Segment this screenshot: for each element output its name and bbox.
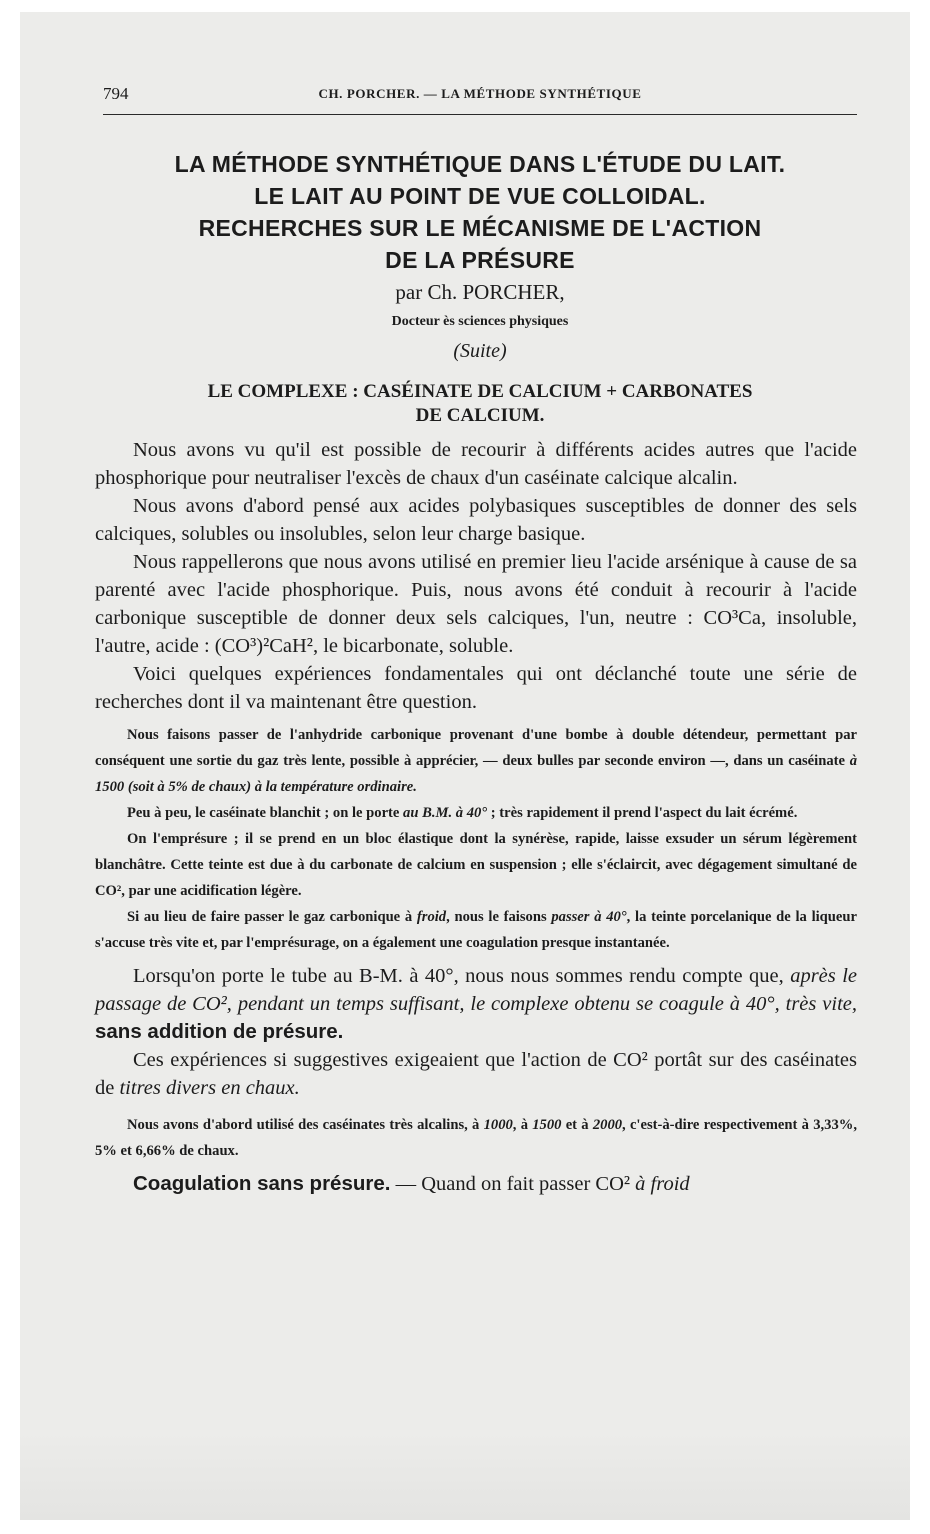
page-number: 794 [103, 84, 129, 103]
section-heading [100, 380, 860, 428]
italic-run: à 1500 (soit à 5% de chaux) à la température ordinaire. [95, 753, 857, 795]
section-heading-line: LE COMPLEXE : CASÉINATE DE CALCIUM + CARBONATES [207, 381, 753, 402]
experiment-paragraph [95, 722, 857, 800]
text-run: et à [561, 1117, 593, 1133]
body-paragraph: Nous avons d'abord pensé aux acides polybasiques susceptibles de donner des sels calciques, solubles ou insolubles, selon leur charge basique. [95, 495, 857, 545]
text-run: Ces expériences si suggestives exigeaient que l'action de CO² portât sur des caséinates de [95, 1049, 857, 1099]
text-run: Peu à peu, le caséinate blanchit ; on le porte [127, 805, 404, 821]
experiment-paragraph [95, 800, 857, 826]
title-line: LA MÉTHODE SYNTHÉTIQUE DANS L'ÉTUDE DU LAIT. [174, 151, 786, 177]
header-rule [103, 114, 857, 115]
text-run: , nous le faisons [446, 909, 552, 925]
text-run: , à [512, 1117, 533, 1133]
text-run: , la teinte porcelanique de la liqueur s'accuse très vite et, par l'emprésurage, on a également une coagulation presque instantanée. [95, 909, 857, 951]
text-run: Lorsqu'on porte le tube au B-M. à 40°, nous nous sommes rendu compte que, [133, 965, 791, 987]
italic-run: après le passage de CO², pendant un temps suffisant, le complexe obtenu se coagule à 40°, très vite, [95, 965, 857, 1015]
text-run: , c'est-à-dire respectivement à 3,33%, 5% et 6,66% de chaux. [95, 1117, 857, 1159]
article-body [95, 436, 857, 1198]
body-paragraph: Nous avons vu qu'il est possible de recourir à différents acides autres que l'acide phosphorique pour neutraliser l'excès de chaux d'un caséinate calcique alcalin. [95, 439, 857, 489]
text-run: — Quand on fait passer CO² [390, 1173, 636, 1195]
italic-run: 1000 [483, 1117, 513, 1133]
body-paragraph [95, 1170, 857, 1198]
title-line: RECHERCHES SUR LE MÉCANISME DE L'ACTION [198, 215, 762, 241]
italic-run: 1500 [532, 1117, 562, 1133]
italic-run: passer à 40° [551, 909, 627, 925]
section-heading-line: DE CALCIUM. [415, 405, 545, 426]
italic-run: au B.M. à 40° [403, 805, 488, 821]
author-affiliation: Docteur ès sciences physiques [391, 314, 569, 329]
italic-run: à froid [635, 1173, 690, 1195]
body-paragraph: Nous rappellerons que nous avons utilisé en premier lieu l'acide arsénique à cause de sa parenté avec l'acide phosphorique. Puis, nous avons été conduit à recourir à l'acide carbonique susceptible de donner deux sels calciques, l'un, neutre : CO³Ca, insoluble, l'autre, acide : (CO³)²CaH², le bicarbonate, soluble. [95, 551, 857, 657]
body-paragraph: Voici quelques expériences fondamentales qui ont déclanché toute une série de recherches dont il va maintenant être question. [95, 663, 857, 713]
title-line: LE LAIT AU POINT DE VUE COLLOIDAL. [254, 183, 706, 209]
title-line: DE LA PRÉSURE [385, 247, 575, 273]
experiment-paragraph: On l'emprésure ; il se prend en un bloc élastique dont la synérèse, rapide, laisse exsuder un sérum légèrement blanchâtre. Cette teinte est due à du carbonate de calcium en suspension ; elle s'éclaircit, avec dégagement simultané de CO², par une acidification légère. [95, 831, 857, 899]
body-paragraph [95, 962, 857, 1046]
text-run: Nous faisons passer de l'anhydride carbonique provenant d'une bombe à double détendeur, permettant par conséquent une sortie du gaz très lente, possible à apprécier, — deux bulles par seconde environ —, dans un caséinate [95, 727, 857, 769]
author-byline: par Ch. PORCHER, [395, 280, 565, 304]
article-title [80, 148, 880, 276]
page-header [103, 84, 857, 106]
bold-run: sans addition de présure. [95, 1020, 344, 1043]
running-head: CH. PORCHER. — LA MÉTHODE SYNTHÉTIQUE [318, 86, 642, 101]
bold-run: Coagulation sans présure. [133, 1172, 391, 1195]
body-paragraph [95, 1046, 857, 1102]
continuation-note: (Suite) [453, 340, 507, 362]
italic-run: 2000 [592, 1117, 623, 1133]
text-run: ; très rapidement il prend l'aspect du lait écrémé. [487, 805, 798, 821]
italic-run: titres divers en chaux. [119, 1077, 300, 1099]
text-run: Nous avons d'abord utilisé des caséinates très alcalins, à [127, 1117, 484, 1133]
spacer [95, 1102, 857, 1112]
italic-run: froid [416, 909, 447, 925]
text-run: Si au lieu de faire passer le gaz carbonique à [127, 909, 417, 925]
experiment-paragraph [95, 904, 857, 956]
experiment-paragraph [95, 1112, 857, 1164]
